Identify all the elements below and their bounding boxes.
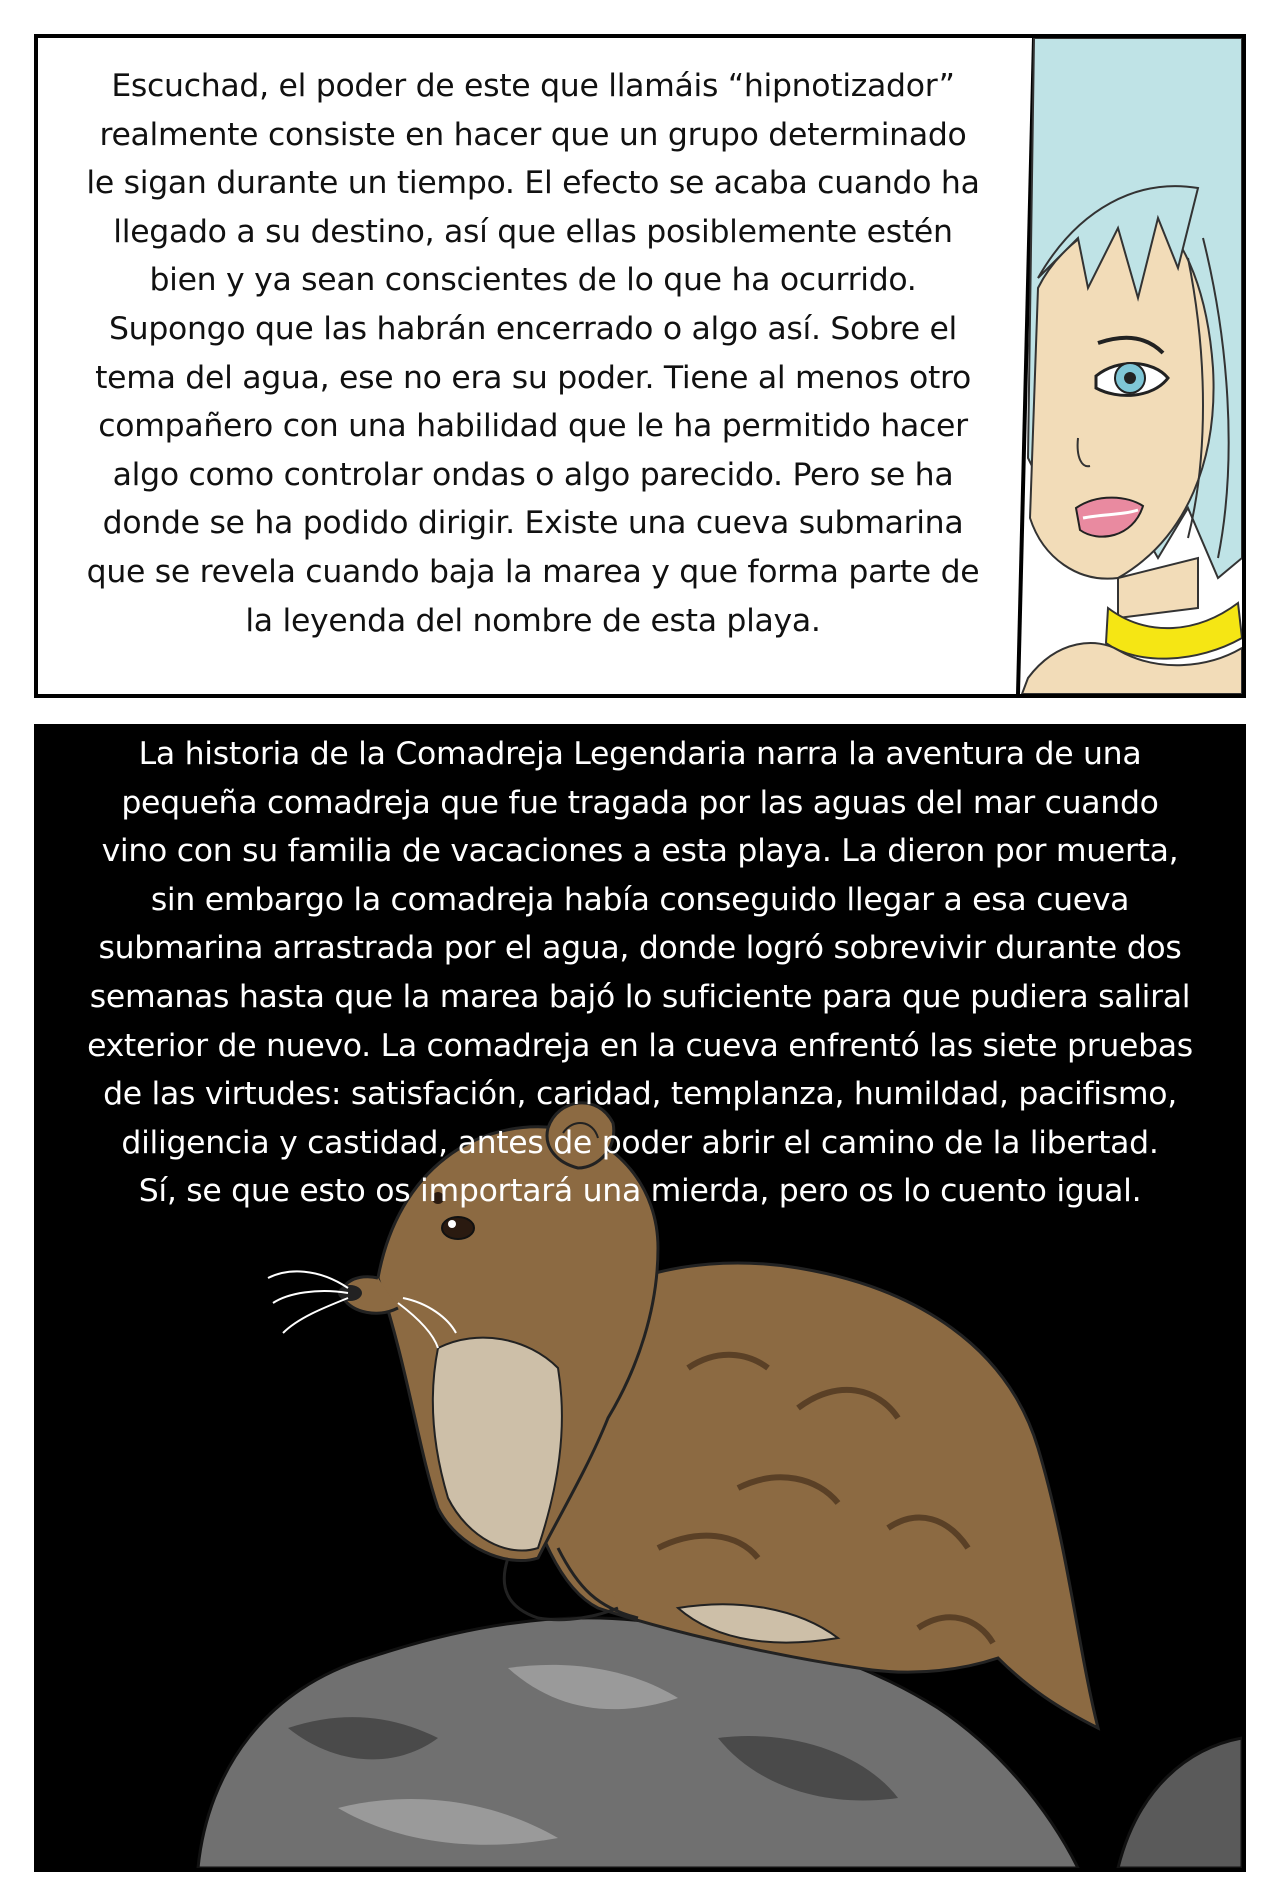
speech-line: que se revela cuando baja la marea y que forma parte de bbox=[86, 553, 980, 590]
narration-line: submarina arrastrada por el agua, donde logró sobrevivir durante dos bbox=[98, 930, 1182, 967]
speech-line: bien y ya sean conscientes de lo que ha ocurrido. bbox=[149, 262, 917, 299]
speech-line: algo como controlar ondas o algo parecido. Pero se ha bbox=[112, 456, 954, 493]
speech-line: tema del agua, ese no era su poder. Tiene al menos otro bbox=[95, 359, 971, 396]
speech-line: compañero con una habilidad que le ha permitido hacer bbox=[98, 408, 968, 445]
narration-line: exterior de nuevo. La comadreja en la cueva enfrentó las siete pruebas bbox=[87, 1027, 1193, 1064]
narration-line: vino con su familia de vacaciones a esta playa. La dieron por muerta, bbox=[101, 833, 1179, 870]
narration-line: La historia de la Comadreja Legendaria narra la aventura de una bbox=[138, 736, 1142, 772]
narration-text bbox=[38, 730, 1242, 1216]
speech-line: realmente consiste en hacer que un grupo determinado bbox=[99, 116, 967, 153]
narration-line: de las virtudes: satisfación, caridad, templanza, humildad, pacifismo, bbox=[103, 1076, 1177, 1113]
speech-line: le sigan durante un tiempo. El efecto se acaba cuando ha bbox=[86, 165, 980, 202]
narration-line: diligencia y castidad, antes de poder abrir el camino de la libertad. bbox=[121, 1124, 1159, 1161]
speech-line: Escuchad, el poder de este que llamáis “hipnotizador” bbox=[111, 68, 955, 104]
narration-line: pequeña comadreja que fue tragada por las aguas del mar cuando bbox=[121, 784, 1159, 821]
character-illustration bbox=[38, 38, 1242, 694]
speech-line: la leyenda del nombre de esta playa. bbox=[245, 602, 821, 639]
narration-line: semanas hasta que la marea bajó lo suficiente para que pudiera saliral bbox=[89, 978, 1191, 1015]
weasel-eye bbox=[442, 1217, 474, 1239]
speech-line: donde se ha podido dirigir. Existe una cueva submarina bbox=[102, 505, 964, 542]
speech-line: Supongo que las habrán encerrado o algo así. Sobre el bbox=[108, 310, 958, 347]
speech-line: llegado a su destino, así que ellas posiblemente estén bbox=[113, 213, 953, 250]
narration-line: sin embargo la comadreja había conseguido llegar a esa cueva bbox=[150, 881, 1130, 918]
top-panel bbox=[34, 34, 1246, 698]
narration-line: Sí, se que esto os importará una mierda, pero os lo cuento igual. bbox=[138, 1173, 1142, 1210]
bottom-panel bbox=[34, 724, 1246, 1872]
